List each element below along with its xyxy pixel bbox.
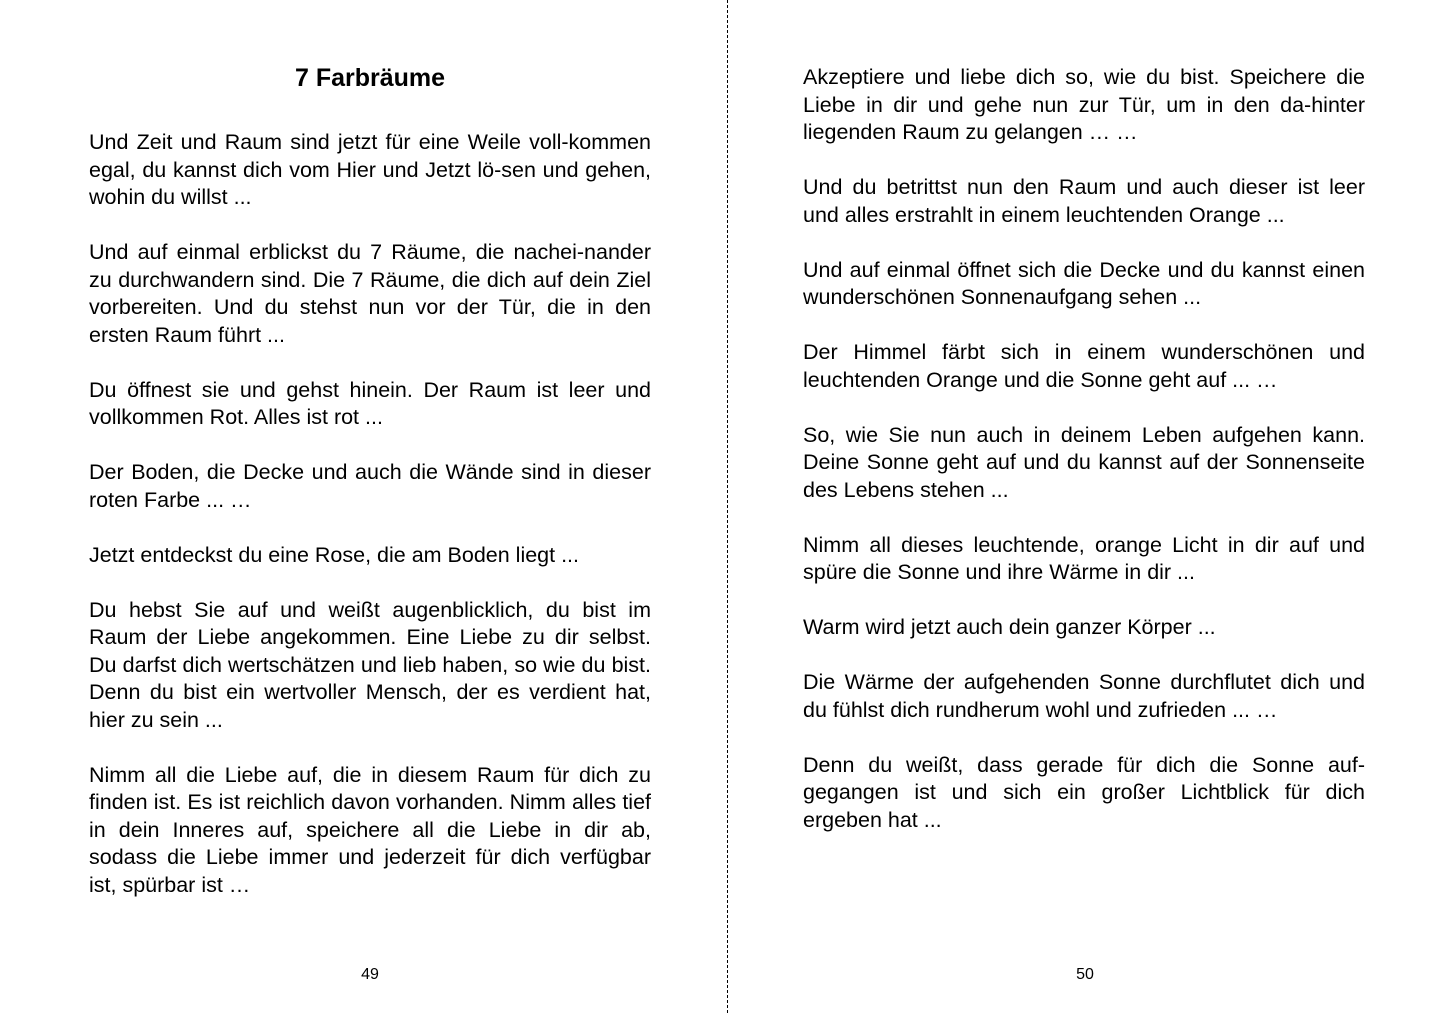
right-page xyxy=(803,64,1365,862)
page-number-right: 50 xyxy=(1076,966,1094,983)
paragraph: Der Boden, die Decke und auch die Wände sind in dieser roten Farbe ... … xyxy=(89,460,651,512)
paragraph: Und Zeit und Raum sind jetzt für eine Weile voll-kommen egal, du kannst dich vom Hier und Jetzt lö-sen und gehen, wohin du willst ... xyxy=(89,130,651,209)
chapter-title: 7 Farbräume xyxy=(294,64,446,92)
paragraph: Die Wärme der aufgehenden Sonne durchflutet dich und du fühlst dich rundherum wohl und zufrieden ... … xyxy=(803,670,1365,722)
paragraph: So, wie Sie nun auch in deinem Leben aufgehen kann. Deine Sonne geht auf und du kannst auf der Sonnenseite des Lebens stehen ... xyxy=(803,422,1365,502)
paragraph: Und du betrittst nun den Raum und auch dieser ist leer und alles erstrahlt in einem leuchtenden Orange ... xyxy=(803,175,1365,227)
paragraph: Denn du weißt, dass gerade für dich die Sonne auf-gegangen ist und sich ein großer Lichtblick für dich ergeben hat ... xyxy=(803,752,1365,832)
paragraph: Und auf einmal öffnet sich die Decke und du kannst einen wunderschönen Sonnenaufgang sehen ... xyxy=(803,257,1365,309)
paragraph: Akzeptiere und liebe dich so, wie du bist. Speichere die Liebe in dir und gehe nun zur Tür, um in den da-hinter liegenden Raum zu gelangen … … xyxy=(803,65,1365,144)
paragraph: Du öffnest sie und gehst hinein. Der Raum ist leer und vollkommen Rot. Alles ist rot ... xyxy=(89,377,651,429)
paragraph: Und auf einmal erblickst du 7 Räume, die nachei-nander zu durchwandern sind. Die 7 Räume, die dich auf dein Ziel vorbereiten. Und du stehst nun vor der Tür, die in den ersten Raum führt ... xyxy=(89,240,651,347)
paragraph: Nimm all dieses leuchtende, orange Licht in dir auf und spüre die Sonne und ihre Wärme in dir ... xyxy=(803,532,1365,584)
paragraph: Nimm all die Liebe auf, die in diesem Raum für dich zu finden ist. Es ist reichlich davon vorhanden. Nimm alles tief in dein Inneres auf, speichere all die Liebe in dir ab, sodass die Liebe immer und jederzeit für dich verfügbar ist, spürbar ist … xyxy=(89,762,651,897)
paragraph: Warm wird jetzt auch dein ganzer Körper ... xyxy=(803,615,1216,639)
page-fold-divider xyxy=(727,0,728,1013)
paragraph: Der Himmel färbt sich in einem wunderschönen und leuchtenden Orange und die Sonne geht auf ... … xyxy=(803,340,1365,392)
paragraph: Du hebst Sie auf und weißt augenblicklich, du bist im Raum der Liebe angekommen. Eine Liebe zu dir selbst. Du darfst dich wertschätzen und lieb haben, so wie du bist. Denn du bist ein wertvoller Mensch, der es verdient hat, hier zu sein ... xyxy=(89,597,651,732)
page-number-left: 49 xyxy=(361,966,379,983)
paragraph: Jetzt entdeckst du eine Rose, die am Boden liegt ... xyxy=(89,542,580,567)
left-page xyxy=(89,60,651,927)
